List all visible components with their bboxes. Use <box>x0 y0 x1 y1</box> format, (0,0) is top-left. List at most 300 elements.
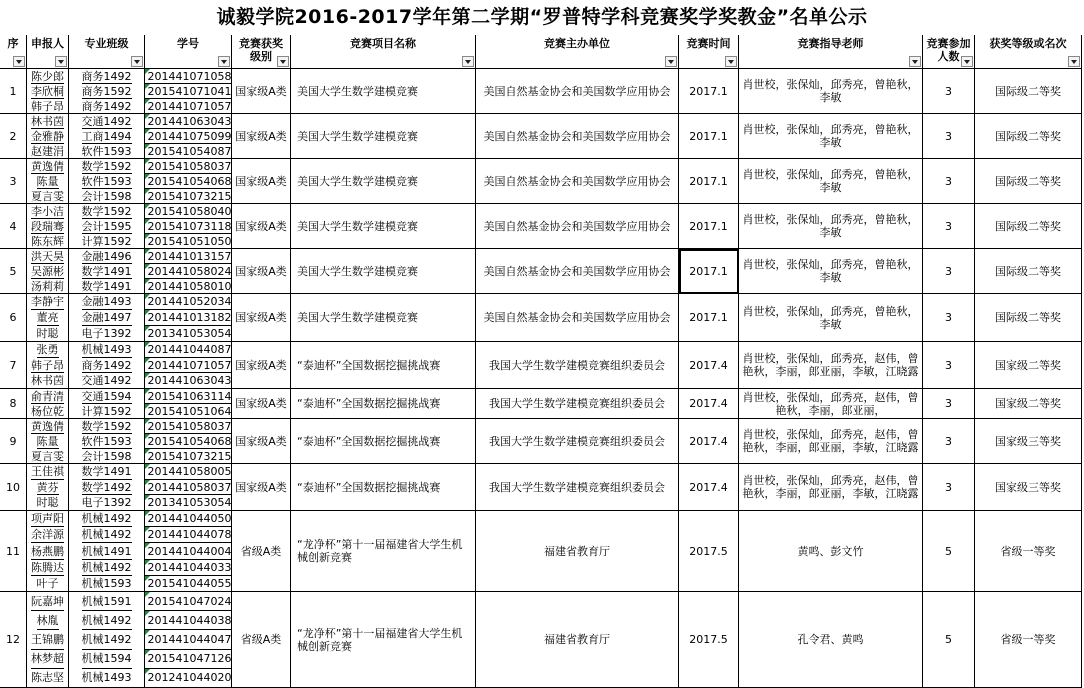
student-id[interactable]: 201541054087 <box>145 144 232 158</box>
row-10-class-group <box>69 464 145 511</box>
applicant-name[interactable]: 林书茵 <box>31 374 64 388</box>
filter-dropdown-name[interactable] <box>462 56 474 67</box>
applicant-name[interactable]: 陈腾达 <box>31 560 64 576</box>
row-7-time[interactable]: 2017.4 <box>679 342 739 389</box>
row-10-name[interactable]: “泰迪杯”全国数据挖掘挑战赛 <box>291 464 476 511</box>
row-11-sid-group <box>145 511 232 592</box>
row-6-seq[interactable]: 6 <box>0 294 27 342</box>
student-id[interactable]: 201541063114 <box>145 389 232 404</box>
row-3-organizer[interactable]: 美国自然基金协会和美国数学应用协会 <box>476 159 679 204</box>
row-9-count[interactable]: 3 <box>923 419 975 464</box>
applicant-name[interactable]: 阮嘉坤 <box>31 592 64 611</box>
row-6-teachers[interactable]: 肖世校，张保灿，邱秀亮，曾艳秋，李敏 <box>739 294 923 342</box>
class-name[interactable]: 数学1491 <box>81 264 132 278</box>
student-id[interactable]: 201541051050 <box>145 234 232 248</box>
row-9-sid-group <box>145 419 232 464</box>
row-12-organizer[interactable]: 福建省教育厅 <box>476 592 679 688</box>
header-organizer <box>476 35 679 69</box>
header-label-level: 竞赛获奖级别 <box>239 37 283 63</box>
applicant-name[interactable]: 时聪 <box>36 327 59 340</box>
class-name[interactable]: 交通1492 <box>81 114 132 128</box>
row-10-award[interactable]: 国家级三等奖 <box>975 464 1082 511</box>
row-3-count[interactable]: 3 <box>923 159 975 204</box>
class-name[interactable]: 数学1592 <box>81 159 132 173</box>
student-id[interactable]: 201441071058 <box>145 69 232 84</box>
row-7-teachers[interactable]: 肖世校，张保灿，邱秀亮，赵伟，曾艳秋，李丽，郎亚丽，李敏，江晓露 <box>739 342 923 389</box>
row-6-award[interactable]: 国际级二等奖 <box>975 294 1082 342</box>
class-name[interactable]: 机械1492 <box>82 630 132 649</box>
class-name[interactable]: 机械1493 <box>81 671 132 685</box>
class-name[interactable]: 会计1598 <box>81 449 132 463</box>
class-name[interactable]: 交通1492 <box>81 374 132 388</box>
header-label-name: 竞赛项目名称 <box>350 37 416 50</box>
filter-dropdown-class[interactable] <box>131 56 143 67</box>
row-3-name[interactable]: 美国大学生数学建模竞赛 <box>291 159 476 204</box>
header-label-sid: 学号 <box>177 37 199 50</box>
class-name[interactable]: 金融1496 <box>81 249 132 263</box>
class-name[interactable]: 机械1493 <box>81 342 132 356</box>
class-name[interactable]: 电子1392 <box>81 327 132 340</box>
row-1-time[interactable]: 2017.1 <box>679 69 739 114</box>
student-id[interactable]: 201541058037 <box>145 159 232 174</box>
student-id[interactable]: 201541044055 <box>145 576 232 591</box>
class-name[interactable]: 软件1593 <box>81 174 132 188</box>
student-id[interactable]: 201441075099 <box>145 129 232 144</box>
student-id[interactable]: 201541073118 <box>145 219 232 234</box>
applicant-name[interactable]: 黄逸倩 <box>31 159 64 173</box>
row-9-seq[interactable]: 9 <box>0 419 27 464</box>
applicant-name[interactable]: 林胤 <box>37 611 59 630</box>
student-id[interactable]: 201541047024 <box>145 592 232 611</box>
class-name[interactable]: 机械1591 <box>82 592 132 611</box>
student-id[interactable]: 201341053054 <box>145 326 232 341</box>
filter-dropdown-applicant[interactable] <box>55 56 67 67</box>
row-6-sid-group <box>145 294 232 342</box>
row-7-sid-group <box>145 342 232 389</box>
row-4-sid-group <box>145 204 232 249</box>
row-3-award[interactable]: 国际级二等奖 <box>975 159 1082 204</box>
row-5-applicant-group <box>27 249 69 294</box>
row-4-award[interactable]: 国际级二等奖 <box>975 204 1082 249</box>
row-7-name[interactable]: “泰迪杯”全国数据挖掘挑战赛 <box>291 342 476 389</box>
row-8-award[interactable]: 国家级二等奖 <box>975 389 1082 419</box>
student-id[interactable]: 201441013157 <box>145 249 232 264</box>
row-2-award[interactable]: 国际级二等奖 <box>975 114 1082 159</box>
applicant-name[interactable]: 项声阳 <box>31 511 64 527</box>
row-2-organizer[interactable]: 美国自然基金协会和美国数学应用协会 <box>476 114 679 159</box>
row-5-sid-group <box>145 249 232 294</box>
applicant-name[interactable]: 王佳祺 <box>31 464 64 478</box>
row-11-class-group <box>69 511 145 592</box>
row-2-count[interactable]: 3 <box>923 114 975 159</box>
number-as-text-indicator-icon <box>145 404 150 409</box>
row-8-teachers[interactable]: 肖世校，张保灿，邱秀亮，赵伟，曾艳秋，李丽，郎亚丽， <box>739 389 923 419</box>
row-1-seq[interactable]: 1 <box>0 69 27 114</box>
student-id[interactable]: 201441044047 <box>145 630 232 649</box>
header-name <box>291 35 476 69</box>
class-name[interactable]: 交通1594 <box>81 389 132 403</box>
student-id[interactable]: 201441052034 <box>145 294 232 310</box>
number-as-text-indicator-icon <box>145 419 150 424</box>
class-name[interactable]: 计算1592 <box>81 404 132 418</box>
row-3-class-group <box>69 159 145 204</box>
class-name[interactable]: 机械1492 <box>82 560 132 576</box>
student-id[interactable]: 201441058010 <box>145 279 232 293</box>
row-3-time[interactable]: 2017.1 <box>679 159 739 204</box>
row-11-count[interactable]: 5 <box>923 511 975 592</box>
number-as-text-indicator-icon <box>145 69 150 74</box>
applicant-name[interactable]: 洪天昊 <box>31 249 64 263</box>
row-2-time[interactable]: 2017.1 <box>679 114 739 159</box>
row-3-level[interactable]: 国家级A类 <box>232 159 291 204</box>
row-4-seq[interactable]: 4 <box>0 204 27 249</box>
applicant-name[interactable]: 李欣桐 <box>31 84 64 98</box>
row-5-organizer[interactable]: 美国自然基金协会和美国数学应用协会 <box>476 249 679 294</box>
row-12-seq[interactable]: 12 <box>0 592 27 688</box>
class-name[interactable]: 商务1492 <box>81 99 132 113</box>
row-6-class-group <box>69 294 145 342</box>
applicant-name[interactable]: 李静宇 <box>31 295 64 308</box>
row-4-class-group <box>69 204 145 249</box>
row-8-class-group <box>69 389 145 419</box>
applicant-name[interactable]: 王锦鹏 <box>31 630 64 649</box>
row-1-applicant-group <box>27 69 69 114</box>
number-as-text-indicator-icon <box>145 294 150 299</box>
class-name[interactable]: 数学1592 <box>81 204 132 218</box>
row-10-sid-group <box>145 464 232 511</box>
row-10-teachers[interactable]: 肖世校，张保灿，邱秀亮，赵伟，曾艳秋，李丽，郎亚丽，李敏，江晓露 <box>739 464 923 511</box>
row-10-count[interactable]: 3 <box>923 464 975 511</box>
student-id[interactable]: 201441058037 <box>145 480 232 496</box>
applicant-name[interactable]: 陈东辉 <box>31 234 64 248</box>
row-2-name[interactable]: 美国大学生数学建模竞赛 <box>291 114 476 159</box>
class-name[interactable]: 商务1492 <box>81 69 132 83</box>
header-award <box>975 35 1082 69</box>
row-2-seq[interactable]: 2 <box>0 114 27 159</box>
number-as-text-indicator-icon <box>145 326 150 331</box>
student-id[interactable]: 201541047126 <box>145 650 232 669</box>
row-9-award[interactable]: 国家级三等奖 <box>975 419 1082 464</box>
number-as-text-indicator-icon <box>145 358 150 363</box>
student-id[interactable]: 201541073215 <box>145 449 232 463</box>
applicant-name[interactable]: 林书茵 <box>31 114 64 128</box>
row-12-class-group <box>69 592 145 688</box>
student-id[interactable]: 201441044078 <box>145 527 232 543</box>
row-7-count[interactable]: 3 <box>923 342 975 389</box>
row-9-name[interactable]: “泰迪杯”全国数据挖掘挑战赛 <box>291 419 476 464</box>
student-id[interactable]: 201441044033 <box>145 560 232 576</box>
filter-dropdown-sid[interactable] <box>218 56 230 67</box>
row-4-level[interactable]: 国家级A类 <box>232 204 291 249</box>
student-id[interactable]: 201341053054 <box>145 495 232 510</box>
number-as-text-indicator-icon <box>145 449 150 454</box>
row-2-class-group <box>69 114 145 159</box>
row-11-award[interactable]: 省级一等奖 <box>975 511 1082 592</box>
row-10-organizer[interactable]: 我国大学生数学建模竞赛组织委员会 <box>476 464 679 511</box>
applicant-name[interactable]: 黄芬 <box>36 480 59 494</box>
class-name[interactable]: 软件1593 <box>81 144 132 158</box>
student-id[interactable]: 201441063043 <box>145 114 232 129</box>
row-11-time[interactable]: 2017.5 <box>679 511 739 592</box>
student-id[interactable]: 201541071041 <box>145 84 232 99</box>
row-5-count[interactable]: 3 <box>923 249 975 294</box>
row-8-count[interactable]: 3 <box>923 389 975 419</box>
student-id[interactable]: 201441063043 <box>145 373 232 388</box>
row-1-teachers[interactable]: 肖世校，张保灿，邱秀亮，曾艳秋，李敏 <box>739 69 923 114</box>
filter-dropdown-level[interactable] <box>277 56 289 67</box>
student-id[interactable]: 201441044087 <box>145 342 232 358</box>
row-8-applicant-group <box>27 389 69 419</box>
class-name[interactable]: 会计1595 <box>81 219 132 233</box>
header-label-award: 获奖等级或名次 <box>989 37 1067 50</box>
row-12-count[interactable]: 5 <box>923 592 975 688</box>
row-3-seq[interactable]: 3 <box>0 159 27 204</box>
class-name[interactable]: 工商1494 <box>81 129 132 143</box>
row-7-award[interactable]: 国家级二等奖 <box>975 342 1082 389</box>
row-1-sid-group <box>145 69 232 114</box>
row-6-count[interactable]: 3 <box>923 294 975 342</box>
row-10-seq[interactable]: 10 <box>0 464 27 511</box>
filter-dropdown-award[interactable] <box>1068 56 1080 67</box>
row-7-level[interactable]: 国家级A类 <box>232 342 291 389</box>
row-5-name[interactable]: 美国大学生数学建模竞赛 <box>291 249 476 294</box>
applicant-name[interactable]: 陈量 <box>36 174 59 188</box>
student-id[interactable]: 201441013182 <box>145 310 232 326</box>
row-11-organizer[interactable]: 福建省教育厅 <box>476 511 679 592</box>
class-name[interactable]: 机械1593 <box>81 576 132 590</box>
number-as-text-indicator-icon <box>145 84 150 89</box>
number-as-text-indicator-icon <box>145 389 150 394</box>
row-3-sid-group <box>145 159 232 204</box>
row-6-time[interactable]: 2017.1 <box>679 294 739 342</box>
row-8-name[interactable]: “泰迪杯”全国数据挖掘挑战赛 <box>291 389 476 419</box>
row-11-level[interactable]: 省级A类 <box>232 511 291 592</box>
student-id[interactable]: 201541073215 <box>145 189 232 203</box>
applicant-name[interactable]: 韩子昂 <box>31 358 64 372</box>
class-name[interactable]: 机械1492 <box>82 511 132 527</box>
filter-dropdown-seq[interactable] <box>13 56 25 67</box>
applicant-name[interactable]: 叶子 <box>36 576 59 590</box>
applicant-name[interactable]: 汤莉莉 <box>31 279 64 293</box>
filter-dropdown-time[interactable] <box>725 56 737 67</box>
row-4-count[interactable]: 3 <box>923 204 975 249</box>
class-name[interactable]: 电子1392 <box>81 496 132 510</box>
row-4-teachers[interactable]: 肖世校，张保灿，邱秀亮，曾艳秋，李敏 <box>739 204 923 249</box>
row-3-teachers[interactable]: 肖世校，张保灿，邱秀亮，曾艳秋，李敏 <box>739 159 923 204</box>
header-label-applicant: 申报人 <box>31 37 64 50</box>
class-name[interactable]: 数学1491 <box>81 279 132 293</box>
row-5-seq[interactable]: 5 <box>0 249 27 294</box>
number-as-text-indicator-icon <box>145 129 150 134</box>
row-1-class-group <box>69 69 145 114</box>
class-name[interactable]: 数学1491 <box>81 464 132 478</box>
applicant-name[interactable]: 吴源彬 <box>31 264 64 278</box>
row-5-award[interactable]: 国际级二等奖 <box>975 249 1082 294</box>
header-label-teachers: 竞赛指导老师 <box>797 37 864 50</box>
row-6-name[interactable]: 美国大学生数学建模竞赛 <box>291 294 476 342</box>
row-7-organizer[interactable]: 我国大学生数学建模竞赛组织委员会 <box>476 342 679 389</box>
applicant-name[interactable]: 夏言雯 <box>31 189 64 203</box>
row-7-class-group <box>69 342 145 389</box>
number-as-text-indicator-icon <box>145 527 150 532</box>
row-9-time[interactable]: 2017.4 <box>679 419 739 464</box>
row-6-level[interactable]: 国家级A类 <box>232 294 291 342</box>
student-id[interactable]: 201441044038 <box>145 611 232 630</box>
applicant-name[interactable]: 余洋源 <box>31 527 64 543</box>
row-2-applicant-group <box>27 114 69 159</box>
row-9-level[interactable]: 国家级A类 <box>232 419 291 464</box>
row-5-class-group <box>69 249 145 294</box>
class-name[interactable]: 软件1593 <box>81 434 132 448</box>
applicant-name[interactable]: 林梦超 <box>31 650 64 669</box>
number-as-text-indicator-icon <box>145 650 150 655</box>
row-8-organizer[interactable]: 我国大学生数学建模竞赛组织委员会 <box>476 389 679 419</box>
number-as-text-indicator-icon <box>145 159 150 164</box>
row-1-award[interactable]: 国际级二等奖 <box>975 69 1082 114</box>
row-1-organizer[interactable]: 美国自然基金协会和美国数学应用协会 <box>476 69 679 114</box>
student-id[interactable]: 201441044004 <box>145 543 232 559</box>
row-10-level[interactable]: 国家级A类 <box>232 464 291 511</box>
class-name[interactable]: 数学1592 <box>81 419 132 433</box>
class-name[interactable]: 数学1492 <box>81 480 132 494</box>
number-as-text-indicator-icon <box>145 189 150 194</box>
row-2-teachers[interactable]: 肖世校，张保灿，邱秀亮，曾艳秋，李敏 <box>739 114 923 159</box>
number-as-text-indicator-icon <box>145 434 150 439</box>
number-as-text-indicator-icon <box>145 464 150 469</box>
number-as-text-indicator-icon <box>145 99 150 104</box>
class-name[interactable]: 商务1592 <box>81 84 132 98</box>
class-name[interactable]: 金融1493 <box>81 295 132 308</box>
class-name[interactable]: 机械1492 <box>82 527 132 543</box>
row-4-time[interactable]: 2017.1 <box>679 204 739 249</box>
applicant-name[interactable]: 夏言雯 <box>31 449 64 463</box>
row-7-seq[interactable]: 7 <box>0 342 27 389</box>
applicant-name[interactable]: 董亮 <box>36 311 59 324</box>
filter-dropdown-organizer[interactable] <box>665 56 677 67</box>
row-5-teachers[interactable]: 肖世校，张保灿，邱秀亮，曾艳秋，李敏 <box>739 249 923 294</box>
row-5-time[interactable]: 2017.1 <box>679 249 739 294</box>
student-id[interactable]: 201541051064 <box>145 404 232 418</box>
row-10-time[interactable]: 2017.4 <box>679 464 739 511</box>
row-7-applicant-group <box>27 342 69 389</box>
row-4-name[interactable]: 美国大学生数学建模竞赛 <box>291 204 476 249</box>
student-id[interactable]: 201541058040 <box>145 204 232 219</box>
row-12-teachers[interactable]: 孔令君、黄鸣 <box>739 592 923 688</box>
applicant-name[interactable]: 时聪 <box>36 496 59 510</box>
row-12-name[interactable]: “龙净杯”第十一届福建省大学生机械创新竞赛 <box>291 592 476 688</box>
row-2-level[interactable]: 国家级A类 <box>232 114 291 159</box>
applicant-name[interactable]: 陈量 <box>36 434 59 448</box>
applicant-name[interactable]: 俞青清 <box>31 389 64 403</box>
applicant-name[interactable]: 陈志坚 <box>31 671 64 685</box>
student-id[interactable]: 201241044020 <box>145 669 232 687</box>
applicant-name[interactable]: 金雅静 <box>31 129 64 143</box>
student-id[interactable]: 201441071057 <box>145 358 232 374</box>
student-id[interactable]: 201541054068 <box>145 434 232 449</box>
class-name[interactable]: 机械1491 <box>82 543 132 559</box>
number-as-text-indicator-icon <box>145 480 150 485</box>
row-8-time[interactable]: 2017.4 <box>679 389 739 419</box>
student-id[interactable]: 201541058037 <box>145 419 232 434</box>
student-id[interactable]: 201441058005 <box>145 464 232 480</box>
row-12-level[interactable]: 省级A类 <box>232 592 291 688</box>
row-1-name[interactable]: 美国大学生数学建模竞赛 <box>291 69 476 114</box>
applicant-name[interactable]: 韩子昂 <box>31 99 64 113</box>
row-11-name[interactable]: “龙净杯”第十一届福建省大学生机械创新竞赛 <box>291 511 476 592</box>
number-as-text-indicator-icon <box>145 144 150 149</box>
number-as-text-indicator-icon <box>145 495 150 500</box>
number-as-text-indicator-icon <box>145 249 150 254</box>
number-as-text-indicator-icon <box>145 630 150 635</box>
number-as-text-indicator-icon <box>145 204 150 209</box>
row-3-applicant-group <box>27 159 69 204</box>
applicant-name[interactable]: 段瑞骞 <box>31 219 64 233</box>
applicant-name[interactable]: 杨燕鹏 <box>31 543 64 559</box>
applicant-name[interactable]: 陈少郎 <box>31 69 64 83</box>
class-name[interactable]: 机械1594 <box>82 650 132 669</box>
applicant-name[interactable]: 张勇 <box>36 342 59 356</box>
filter-dropdown-teachers[interactable] <box>909 56 921 67</box>
applicant-name[interactable]: 黄逸倩 <box>31 419 64 433</box>
class-name[interactable]: 机械1492 <box>82 611 132 630</box>
number-as-text-indicator-icon <box>145 342 150 347</box>
number-as-text-indicator-icon <box>145 511 150 516</box>
class-name[interactable]: 商务1492 <box>81 358 132 372</box>
row-11-seq[interactable]: 11 <box>0 511 27 592</box>
header-label-class: 专业班级 <box>84 37 129 50</box>
applicant-name[interactable]: 赵建涓 <box>31 144 64 158</box>
number-as-text-indicator-icon <box>145 264 150 269</box>
number-as-text-indicator-icon <box>145 576 150 581</box>
filter-dropdown-count[interactable] <box>961 56 973 67</box>
header-teachers <box>739 35 923 69</box>
row-9-teachers[interactable]: 肖世校，张保灿，邱秀亮，赵伟，曾艳秋，李丽，郎亚丽，李敏，江晓露 <box>739 419 923 464</box>
number-as-text-indicator-icon <box>145 279 150 284</box>
row-11-applicant-group <box>27 511 69 592</box>
row-12-award[interactable]: 省级一等奖 <box>975 592 1082 688</box>
row-1-level[interactable]: 国家级A类 <box>232 69 291 114</box>
row-10-applicant-group <box>27 464 69 511</box>
row-11-teachers[interactable]: 黄鸣、彭文竹 <box>739 511 923 592</box>
student-id[interactable]: 201541054068 <box>145 174 232 189</box>
row-9-organizer[interactable]: 我国大学生数学建模竞赛组织委员会 <box>476 419 679 464</box>
class-name[interactable]: 金融1497 <box>81 311 132 324</box>
row-6-applicant-group <box>27 294 69 342</box>
row-4-organizer[interactable]: 美国自然基金协会和美国数学应用协会 <box>476 204 679 249</box>
student-id[interactable]: 201441044050 <box>145 511 232 527</box>
class-name[interactable]: 会计1598 <box>81 189 132 203</box>
number-as-text-indicator-icon <box>145 560 150 565</box>
number-as-text-indicator-icon <box>145 592 150 597</box>
number-as-text-indicator-icon <box>145 219 150 224</box>
student-id[interactable]: 201441071057 <box>145 99 232 113</box>
row-6-organizer[interactable]: 美国自然基金协会和美国数学应用协会 <box>476 294 679 342</box>
sheet-title: 诚毅学院2016-2017学年第二学期“罗普特学科竞赛奖学奖教金”名单公示 <box>0 0 1084 35</box>
row-8-seq[interactable]: 8 <box>0 389 27 419</box>
applicant-name[interactable]: 李小洁 <box>31 204 64 218</box>
number-as-text-indicator-icon <box>145 310 150 315</box>
row-12-time[interactable]: 2017.5 <box>679 592 739 688</box>
student-id[interactable]: 201441058024 <box>145 264 232 279</box>
number-as-text-indicator-icon <box>145 114 150 119</box>
number-as-text-indicator-icon <box>145 543 150 548</box>
row-1-count[interactable]: 3 <box>923 69 975 114</box>
row-5-level[interactable]: 国家级A类 <box>232 249 291 294</box>
row-8-sid-group <box>145 389 232 419</box>
row-8-level[interactable]: 国家级A类 <box>232 389 291 419</box>
class-name[interactable]: 计算1592 <box>81 234 132 248</box>
applicant-name[interactable]: 杨位乾 <box>31 404 64 418</box>
